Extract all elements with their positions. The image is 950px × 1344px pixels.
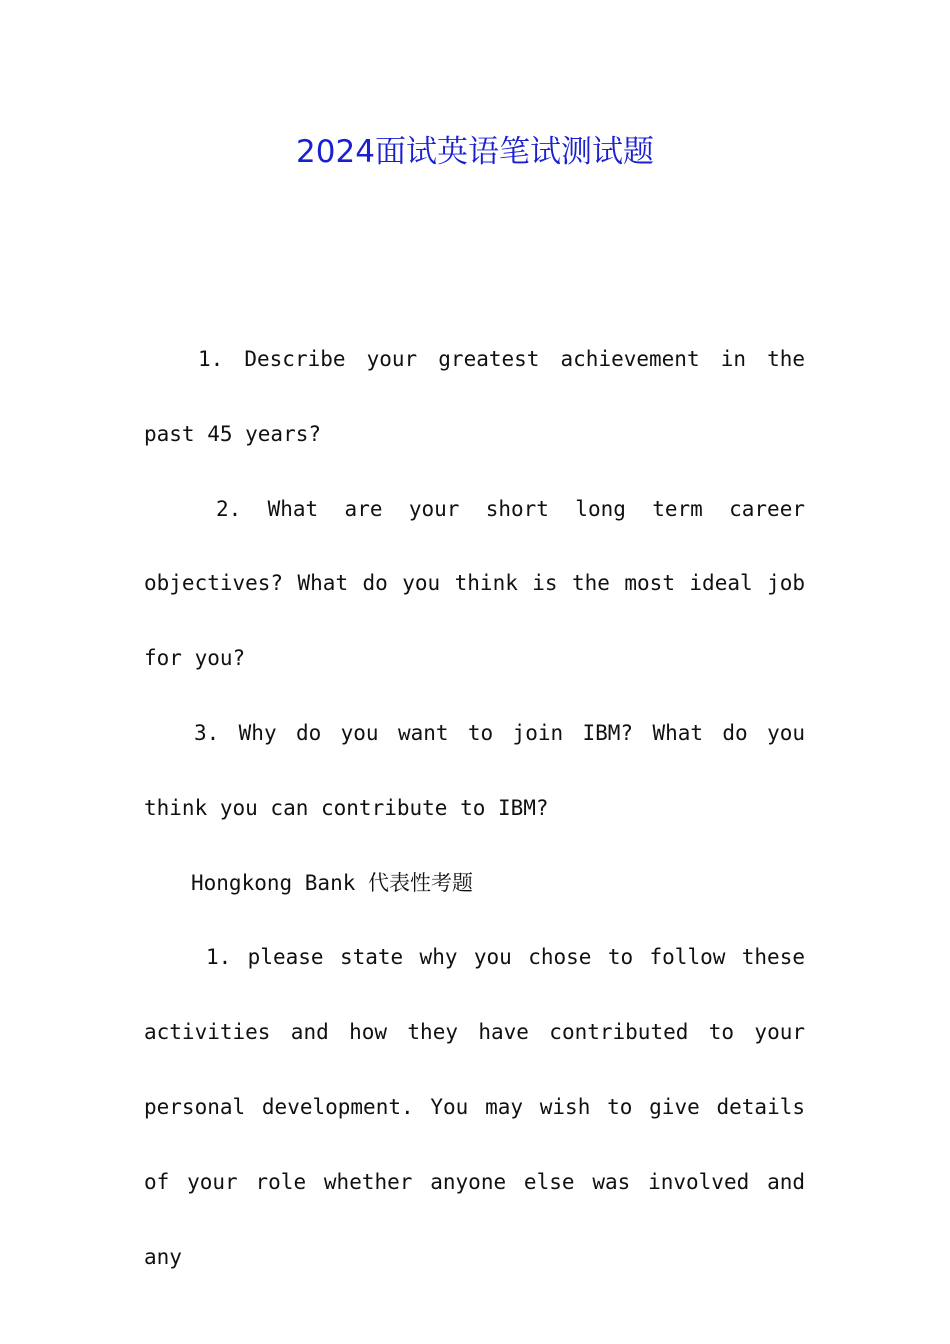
question-paragraph: 3. Why do you want to join IBM? What do you think you can contribute to IBM?: [144, 720, 805, 820]
question-paragraph: 2. What are your short long term career objectives? What do you think is the most ideal job for you?: [144, 496, 805, 671]
question-paragraph: 1. Describe your greatest achievement in the past 45 years?: [144, 347, 805, 446]
document-body: [144, 322, 805, 1294]
document-title: 2024面试英语笔试测试题: [296, 134, 654, 170]
section-heading: Hongkong Bank 代表性考题: [191, 870, 474, 895]
question-paragraph: 1. please state why you chose to follow these activities and how they have contributed to your personal development. You may wish to give details of your role whether anyone else was involved and any: [144, 945, 805, 1269]
